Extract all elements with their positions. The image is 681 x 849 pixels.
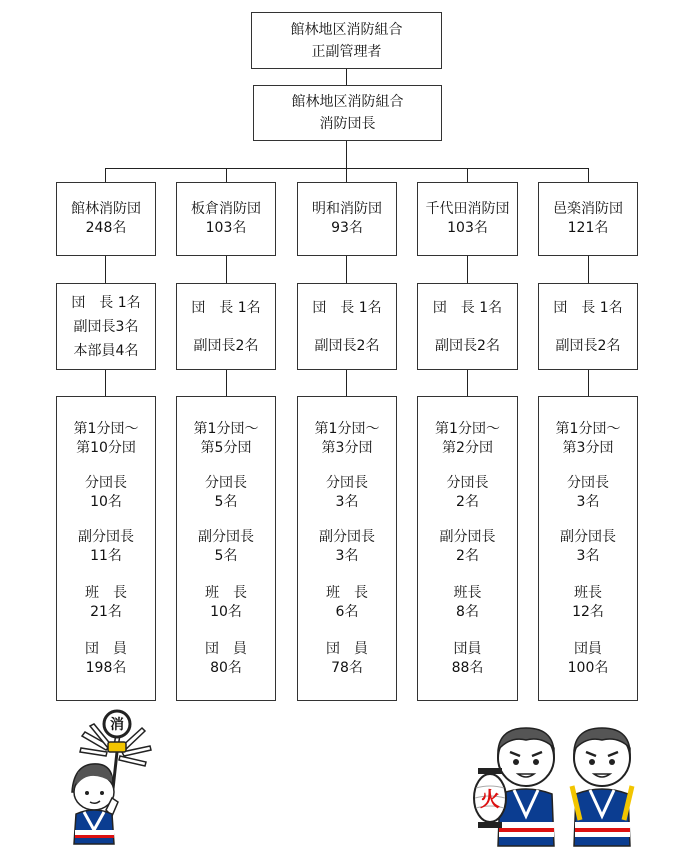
role-count: 3名 bbox=[576, 547, 600, 564]
leaders-box-meiwa bbox=[297, 283, 397, 370]
role-title: 班 長 bbox=[205, 584, 247, 601]
connector-chief-bus bbox=[346, 141, 347, 168]
firefighter-matoi-illustration bbox=[58, 706, 170, 846]
role-title: 分団長 bbox=[85, 474, 127, 491]
leaders-box-itakura bbox=[176, 283, 276, 370]
leader-line: 副団長2名 bbox=[555, 337, 621, 354]
unit-range-end: 第3分団 bbox=[562, 439, 614, 456]
corps-count: 103名 bbox=[447, 220, 488, 236]
role-count: 198名 bbox=[85, 659, 127, 676]
corps-count: 248名 bbox=[85, 220, 127, 236]
role-count: 21名 bbox=[90, 603, 122, 620]
corps-name: 館林消防団 bbox=[71, 201, 141, 217]
corps-box-ora bbox=[538, 182, 638, 256]
corps-box-meiwa bbox=[297, 182, 397, 256]
connector-leaders-units-5 bbox=[588, 370, 589, 396]
role-title: 分団長 bbox=[567, 474, 609, 491]
corps-box-tatebayashi bbox=[56, 182, 156, 256]
role-count: 3名 bbox=[576, 493, 600, 510]
connector-leaders-units-4 bbox=[467, 370, 468, 396]
role-count: 11名 bbox=[90, 547, 122, 564]
leader-line: 副団長2名 bbox=[314, 337, 380, 354]
role-title: 副分団長 bbox=[198, 528, 254, 545]
role-count: 5名 bbox=[214, 493, 238, 510]
connector-leaders-units-2 bbox=[226, 370, 227, 396]
role-title: 班長 bbox=[453, 584, 482, 601]
unit-range-end: 第2分団 bbox=[442, 439, 493, 456]
unit-range-start: 第1分団～ bbox=[555, 420, 621, 437]
leaders-box-chiyoda bbox=[417, 283, 518, 370]
role-count: 78名 bbox=[331, 659, 363, 676]
role-count: 10名 bbox=[210, 603, 242, 620]
role-count: 3名 bbox=[335, 547, 359, 564]
corps-box-itakura bbox=[176, 182, 276, 256]
role-count: 6名 bbox=[335, 603, 359, 620]
connector-corps-leaders-3 bbox=[346, 256, 347, 283]
connector-leaders-units-1 bbox=[105, 370, 106, 396]
matoi-badge-text: 消 bbox=[110, 717, 124, 733]
unit-range-start: 第1分団～ bbox=[193, 420, 259, 437]
connector-corps-leaders-5 bbox=[588, 256, 589, 283]
firefighters-lantern-illustration bbox=[472, 724, 652, 848]
corps-name: 千代田消防団 bbox=[425, 201, 510, 217]
units-box-ora bbox=[538, 396, 638, 701]
lantern-glyph: 火 bbox=[480, 787, 500, 811]
units-box-chiyoda bbox=[417, 396, 518, 701]
role-count: 80名 bbox=[210, 659, 242, 676]
role-title: 副分団長 bbox=[439, 528, 496, 545]
chief-line2: 消防団長 bbox=[319, 116, 376, 132]
role-title: 副分団長 bbox=[319, 528, 375, 545]
role-count: 10名 bbox=[90, 493, 122, 510]
leaders-box-ora bbox=[538, 283, 638, 370]
connector-bus-drop-4 bbox=[467, 168, 468, 182]
connector-corps-leaders-2 bbox=[226, 256, 227, 283]
unit-range-start: 第1分団～ bbox=[73, 420, 139, 437]
leader-line: 団 長 1名 bbox=[71, 294, 141, 311]
corps-name: 明和消防団 bbox=[312, 201, 382, 217]
connector-corps-leaders-1 bbox=[105, 256, 106, 283]
connector-corps-leaders-4 bbox=[467, 256, 468, 283]
chief-line1: 館林地区消防組合 bbox=[291, 94, 404, 110]
manager-box bbox=[251, 12, 442, 69]
corps-box-chiyoda bbox=[417, 182, 518, 256]
units-box-itakura bbox=[176, 396, 276, 701]
leader-line: 副団長2名 bbox=[435, 337, 500, 354]
role-count: 12名 bbox=[572, 603, 604, 620]
leader-line: 団 長 1名 bbox=[432, 299, 503, 316]
role-title: 班長 bbox=[574, 584, 602, 601]
role-title: 団 員 bbox=[326, 640, 368, 657]
firefighter-left bbox=[498, 728, 554, 846]
role-count: 3名 bbox=[335, 493, 359, 510]
role-title: 団 員 bbox=[205, 640, 247, 657]
role-count: 100名 bbox=[567, 659, 609, 676]
units-box-tatebayashi bbox=[56, 396, 156, 701]
role-title: 団員 bbox=[453, 640, 482, 657]
connector-bus-drop-1 bbox=[105, 168, 106, 182]
role-title: 副分団長 bbox=[560, 528, 616, 545]
role-title: 分団長 bbox=[446, 474, 489, 491]
role-count: 5名 bbox=[214, 547, 238, 564]
role-count: 2名 bbox=[456, 547, 479, 564]
leader-line: 副団長3名 bbox=[73, 318, 139, 335]
corps-name: 邑楽消防団 bbox=[553, 201, 623, 217]
role-title: 団員 bbox=[574, 640, 602, 657]
corps-name: 板倉消防団 bbox=[191, 201, 261, 217]
role-count: 8名 bbox=[456, 603, 479, 620]
role-title: 班 長 bbox=[326, 584, 368, 601]
connector-bus-drop-5 bbox=[588, 168, 589, 182]
unit-range-start: 第1分団～ bbox=[435, 420, 500, 437]
role-title: 班 長 bbox=[85, 584, 127, 601]
connector-manager-chief bbox=[346, 69, 347, 85]
unit-range-start: 第1分団～ bbox=[314, 420, 380, 437]
leader-line: 本部員4名 bbox=[73, 342, 139, 359]
leader-line: 団 長 1名 bbox=[191, 299, 261, 316]
connector-bus-drop-2 bbox=[226, 168, 227, 182]
firefighter-right bbox=[572, 728, 632, 846]
leader-line: 団 長 1名 bbox=[312, 299, 382, 316]
leaders-box-tatebayashi bbox=[56, 283, 156, 370]
manager-line2: 正副管理者 bbox=[311, 43, 382, 60]
unit-range-end: 第5分団 bbox=[200, 439, 252, 456]
corps-count: 103名 bbox=[205, 220, 247, 236]
unit-range-end: 第3分団 bbox=[321, 439, 373, 456]
connector-leaders-units-3 bbox=[346, 370, 347, 396]
unit-range-end: 第10分団 bbox=[76, 439, 136, 456]
connector-bus-drop-3 bbox=[346, 168, 347, 182]
role-title: 団 員 bbox=[85, 640, 127, 657]
leader-line: 団 長 1名 bbox=[553, 299, 623, 316]
leader-line: 副団長2名 bbox=[193, 337, 259, 354]
corps-count: 121名 bbox=[567, 220, 609, 236]
corps-count: 93名 bbox=[331, 220, 363, 236]
manager-line1: 館林地区消防組合 bbox=[290, 21, 403, 38]
role-title: 分団長 bbox=[326, 474, 368, 491]
chief-box bbox=[253, 85, 442, 141]
role-title: 分団長 bbox=[205, 474, 247, 491]
role-title: 副分団長 bbox=[78, 528, 134, 545]
role-count: 2名 bbox=[456, 493, 479, 510]
role-count: 88名 bbox=[451, 659, 484, 676]
units-box-meiwa bbox=[297, 396, 397, 701]
